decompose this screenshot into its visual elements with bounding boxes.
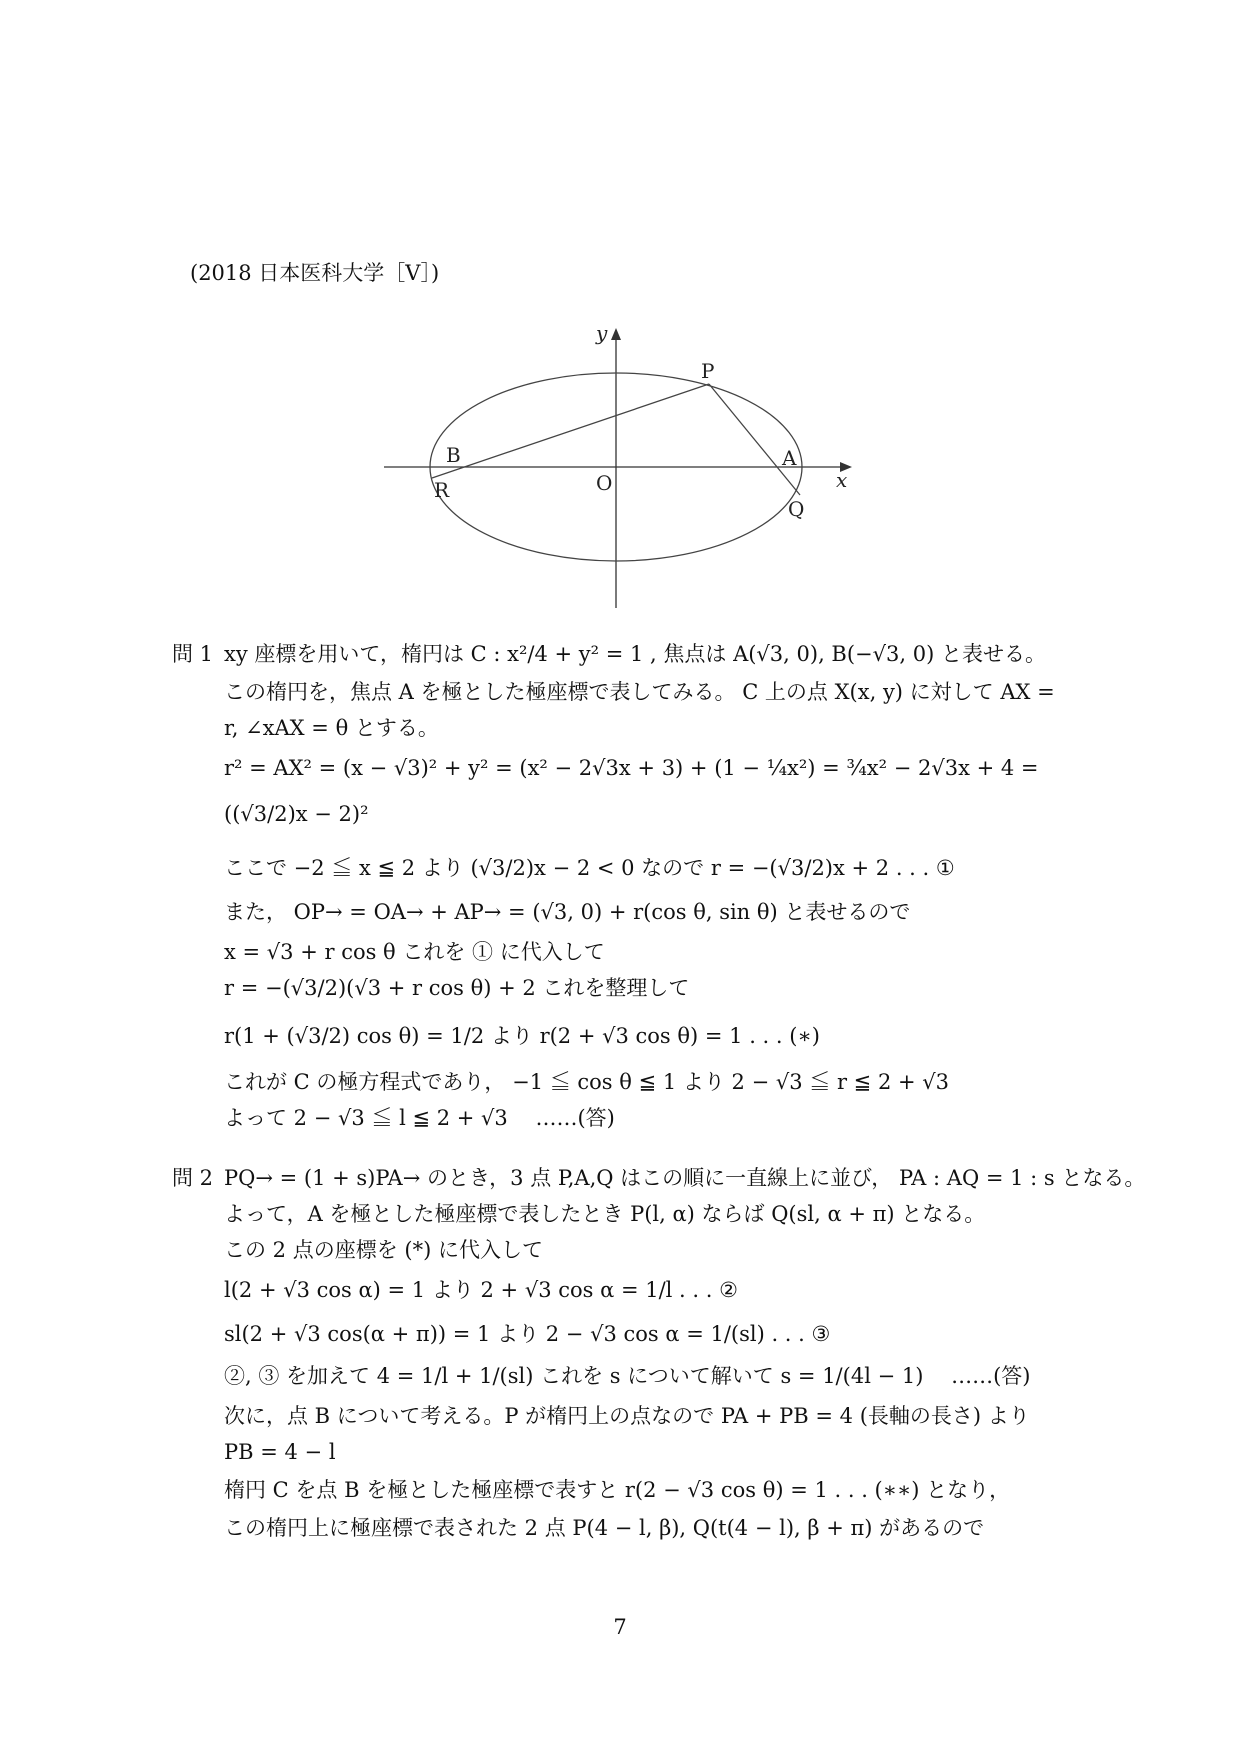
q1-line-3: r, ∠xAX = θ とする。 bbox=[224, 716, 439, 740]
q1-line-12: よって 2 − √3 ≦ l ≦ 2 + √3 ……(答) bbox=[224, 1106, 615, 1130]
q1-line-7: また， OP→ = OA→ + AP→ = (√3, 0) + r(cos θ, sin θ) と表せるので bbox=[224, 900, 911, 924]
q2-line-5: sl(2 + √3 cos(α + π)) = 1 より 2 − √3 cos α = 1/(sl) . . . ③ bbox=[224, 1322, 831, 1346]
label-r: R bbox=[434, 478, 450, 502]
q2-line-10: この楕円上に極座標で表された 2 点 P(4 − l, β), Q(t(4 − l), β + π) があるので bbox=[224, 1516, 985, 1540]
q2-line-4: l(2 + √3 cos α) = 1 より 2 + √3 cos α = 1/l . . . ② bbox=[224, 1278, 738, 1302]
q1-line-4: r² = AX² = (x − √3)² + y² = (x² − 2√3x + 3) + (1 − ¼x²) = ¾x² − 2√3x + 4 = bbox=[224, 756, 1039, 780]
q1-line-2: この楕円を，焦点 A を極とした極座標で表してみる。 C 上の点 X(x, y) に対して AX = bbox=[224, 680, 1055, 704]
q2-line-3: この 2 点の座標を (*) に代入して bbox=[224, 1238, 543, 1262]
q1-line-5: ((√3/2)x − 2)² bbox=[224, 802, 369, 826]
q1-line-9: r = −(√3/2)(√3 + r cos θ) + 2 これを整理して bbox=[224, 976, 690, 1000]
q2-line-2: よって，A を極とした極座標で表したとき P(l, α) ならば Q(sl, α + π) となる。 bbox=[224, 1202, 986, 1226]
q2-line-7: 次に，点 B について考える。P が楕円上の点なので PA + PB = 4 (長軸の長さ) より bbox=[224, 1404, 1030, 1428]
q1-line-1: xy 座標を用いて，楕円は C : x²/4 + y² = 1 , 焦点は A(√3, 0), B(−√3, 0) と表せる。 bbox=[224, 642, 1046, 666]
label-a: A bbox=[782, 446, 797, 470]
q1-label: 問 1 bbox=[172, 642, 214, 666]
y-axis-arrow bbox=[611, 328, 621, 340]
label-x: x bbox=[836, 468, 848, 492]
q2-line-9: 楕円 C を点 B を極とした極座標で表すと r(2 − √3 cos θ) = 1 . . . (∗∗) となり， bbox=[224, 1478, 1011, 1502]
q1-line-11: これが C の極方程式であり， −1 ≦ cos θ ≦ 1 より 2 − √3 ≦ r ≦ 2 + √3 bbox=[224, 1070, 949, 1094]
label-q: Q bbox=[788, 497, 805, 521]
label-y: y bbox=[596, 321, 608, 345]
q2-line-8: PB = 4 − l bbox=[224, 1440, 336, 1464]
q2-line-6: ②, ③ を加えて 4 = 1/l + 1/(sl) これを s について解いて s = 1/(4l − 1) ……(答) bbox=[224, 1364, 1031, 1388]
q2-label: 問 2 bbox=[172, 1166, 214, 1190]
label-p: P bbox=[701, 359, 715, 383]
page-number: 7 bbox=[613, 1615, 627, 1639]
q2-line-1: PQ→ = (1 + s)PA→ のとき，3 点 P,A,Q はこの順に一直線上に並び， PA : AQ = 1 : s となる。 bbox=[224, 1166, 1146, 1190]
label-b: B bbox=[446, 443, 461, 467]
q1-line-6: ここで −2 ≦ x ≦ 2 より (√3/2)x − 2 < 0 なので r = −(√3/2)x + 2 . . . ① bbox=[224, 856, 955, 880]
q1-line-10: r(1 + (√3/2) cos θ) = 1/2 より r(2 + √3 cos θ) = 1 . . . (∗) bbox=[224, 1024, 820, 1048]
label-o: O bbox=[596, 471, 613, 495]
q1-line-8: x = √3 + r cos θ これを ① に代入して bbox=[224, 940, 605, 964]
chord-pr bbox=[432, 384, 709, 478]
source-header: (2018 日本医科大学［Ⅴ］) bbox=[190, 261, 440, 285]
chord-pq bbox=[709, 384, 800, 495]
